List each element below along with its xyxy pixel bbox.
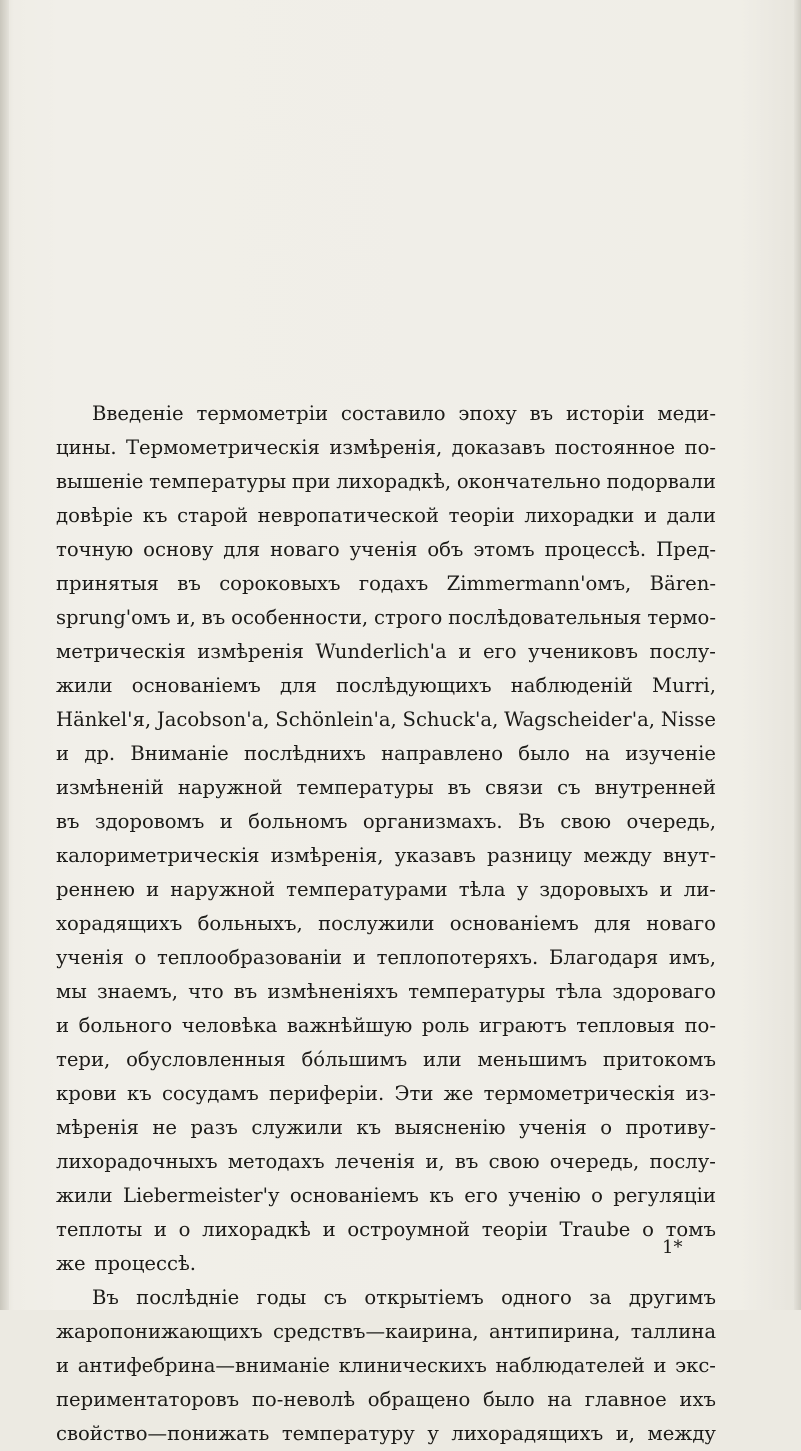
text-line: жили основаніемъ для послѣдующихъ наблюденій Murri, [56, 674, 716, 697]
text-line: метрическія измѣренія Wunderlich'а и его учениковъ послу- [56, 640, 716, 663]
text-line: измѣненій наружной температуры въ связи съ внутренней [56, 776, 716, 799]
text-line: жаропонижающихъ средствъ—каирина, антипирина, таллина [56, 1320, 716, 1343]
text-line: мѣренія не разъ служили къ выясненію ученія о противу- [56, 1116, 716, 1139]
text-line: хорадящихъ больныхъ, послужили основаніемъ для новаго [56, 912, 716, 935]
text-line: Hänkel'я, Jacobson'а, Schönlein'а, Schuck'а, Wagscheider'а, Nisse [56, 708, 716, 731]
text-line: лихорадочныхъ методахъ леченія и, въ свою очередь, послу- [56, 1150, 716, 1173]
text-line: теплоты и о лихорадкѣ и остроумной теоріи Traube о томъ [56, 1218, 716, 1241]
text-line: ученія о теплообразованіи и теплопотеряхъ. Благодаря имъ, [56, 946, 716, 969]
text-line: мы знаемъ, что въ измѣненіяхъ температуры тѣла здороваго [56, 980, 716, 1003]
paragraph-2 [56, 1281, 716, 1451]
text-line: калориметрическія измѣренія, указавъ разницу между внут- [56, 844, 716, 867]
page-right-edge [794, 0, 801, 1310]
text-line: sprung'омъ и, въ особенности, строго послѣдовательныя термо- [56, 606, 716, 629]
text-line: же процессѣ. [56, 1252, 197, 1275]
text-line: вышеніе температуры при лихорадкѣ, окончательно подорвали [56, 470, 716, 493]
body-text [56, 397, 716, 1451]
paragraph-1 [56, 397, 716, 1281]
text-line: принятыя въ сороковыхъ годахъ Zimmermann'омъ, Bären- [56, 572, 716, 595]
text-line: реннею и наружной температурами тѣла у здоровыхъ и ли- [56, 878, 716, 901]
page-signature: 1* [662, 1237, 683, 1258]
text-line: жили Liebermeister'у основаніемъ къ его ученію о регуляціи [56, 1184, 716, 1207]
text-line: и антифебрина—вниманіе клиническихъ наблюдателей и экс- [56, 1354, 716, 1377]
text-line: крови къ сосудамъ периферіи. Эти же термометрическія из- [56, 1082, 716, 1105]
text-line: Введеніе термометріи составило эпоху въ исторіи меди- [92, 402, 716, 425]
page-left-edge [0, 0, 9, 1310]
text-line: Въ послѣдніе годы съ открытіемъ одного за другимъ [92, 1286, 716, 1309]
text-line: тери, обусловленныя бо́льшимъ или меньшимъ притокомъ [56, 1048, 716, 1071]
text-line: и больного человѣка важнѣйшую роль играютъ тепловыя по- [56, 1014, 716, 1037]
text-line: довѣріе къ старой невропатической теоріи лихорадки и дали [56, 504, 716, 527]
text-line: периментаторовъ по-неволѣ обращено было на главное ихъ [56, 1388, 716, 1411]
text-line: свойство—понижать температуру у лихорадящихъ и, между [56, 1422, 716, 1445]
text-line: въ здоровомъ и больномъ организмахъ. Въ свою очередь, [56, 810, 716, 833]
text-line: и др. Вниманіе послѣднихъ направлено было на изученіе [56, 742, 716, 765]
text-line: точную основу для новаго ученія объ этомъ процессѣ. Пред- [56, 538, 716, 561]
text-line: цины. Термометрическія измѣренія, доказавъ постоянное по- [56, 436, 716, 459]
